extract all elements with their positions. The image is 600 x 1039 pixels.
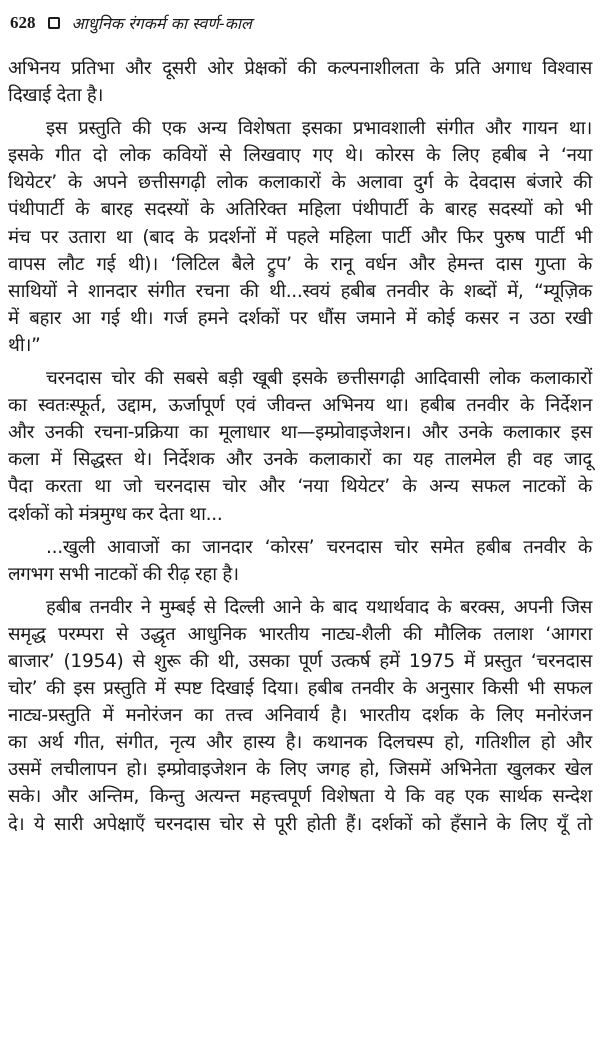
text-line: सके। और अन्तिम, किन्तु अत्यन्त महत्त्वपूर्ण विशेषता ये कि वह एक सार्थक सन्देश: [8, 786, 592, 808]
text-line: चरनदास चोर की सबसे बड़ी खूबी इसके छत्तीसगढ़ी आदिवासी लोक कलाकारों: [46, 368, 592, 390]
text-line: वापस लौट गई थी)। ‘लिटिल बैले ट्रुप’ के रानू वर्धन और हेमन्त दास गुप्ता के: [8, 253, 592, 275]
text-line: का अर्थ गीत, संगीत, नृत्य और हास्य है। कथानक दिलचस्प हो, गतिशील हो और: [8, 732, 592, 754]
text-line: इसके गीत दो लोक कवियों से लिखवाए गए थे। कोरस के लिए हबीब ने ‘नया: [8, 145, 592, 167]
text-line: थियेटर’ के अपने छत्तीसगढ़ी लोक कलाकारों के अलावा दुर्ग के देवदास बंजारे की: [8, 172, 592, 194]
page-header: [10, 12, 252, 34]
paragraph: [8, 534, 592, 588]
text-line: नाट्य-प्रस्तुति में मनोरंजन का तत्त्व अनिवार्य है। भारतीय दर्शक के लिए मनोरंजन: [8, 705, 592, 727]
page-number: 628: [10, 13, 36, 32]
text-line: लगभग सभी नाटकों की रीढ़ रहा है।: [8, 563, 239, 585]
text-line: बाजार’ (1954) से शुरू की थी, उसका पूर्ण उत्कर्ष हमें 1975 में प्रस्तुत ‘चरनदास: [8, 650, 592, 672]
text-line: कला में सिद्धस्त थे। निर्देशक और उनके कलाकारों का यह तालमेल ही वह जादू: [8, 449, 592, 471]
text-line: मंच पर उतारा था (बाद के प्रदर्शनों में पहले महिला पार्टी और फिर पुरुष पार्टी भी: [8, 226, 592, 248]
text-line: थी।”: [8, 334, 41, 356]
text-line: दिखाई देता है।: [8, 85, 104, 107]
text-line: का स्वतःस्फूर्त, उद्दाम, ऊर्जापूर्ण एवं जीवन्त अभिनय था। हबीब तनवीर के निर्देशन: [8, 395, 592, 417]
text-line: हबीब तनवीर ने मुम्बई से दिल्ली आने के बाद यथार्थवाद के बरक्स, अपनी जिस: [46, 596, 592, 618]
paragraph: [8, 594, 592, 838]
running-title: आधुनिक रंगकर्म का स्वर्ण-काल: [71, 14, 252, 33]
text-line: चोर’ की इस प्रस्तुति में स्पष्ट दिखाई दिया। हबीब तनवीर के अनुसार किसी भी सफल: [8, 678, 592, 700]
text-line: साथियों ने शानदार संगीत रचना की थी...स्वयं हबीब तनवीर के शब्दों में, “म्यूज़िक: [8, 280, 592, 302]
text-line: ...खुली आवाजों का जानदार ‘कोरस’ चरनदास चोर समेत हबीब तनवीर के: [46, 536, 592, 558]
body-text: [8, 55, 592, 844]
text-line: में बहार आ गई थी। गर्ज हमने दर्शकों पर धौंस जमाने में कोई कसर न उठा रखी: [8, 307, 592, 329]
text-line: समृद्ध परम्परा से उद्धृत आधुनिक भारतीय नाट्य-शैली की मौलिक तलाश ‘आगरा: [8, 623, 592, 645]
text-line: उसमें लचीलापन हो। इम्प्रोवाइजेशन के लिए जगह हो, जिसमें अभिनेता खुलकर खेल: [8, 759, 592, 781]
text-line: पैदा करता था जो चरनदास चोर और ‘नया थियेटर’ के अन्य सफल नाटकों के: [8, 476, 592, 498]
paragraph: [8, 115, 592, 359]
paragraph: [8, 55, 592, 109]
paragraph: [8, 365, 592, 528]
text-line: दे। ये सारी अपेक्षाएँ चरनदास चोर से पूरी होती हैं। दर्शकों को हँसाने के लिए यूँ तो: [8, 813, 592, 835]
text-line: दर्शकों को मंत्रमुग्ध कर देता था...: [8, 503, 223, 525]
text-line: इस प्रस्तुति की एक अन्य विशेषता इसका प्रभावशाली संगीत और गायन था।: [46, 118, 592, 140]
text-line: और उनकी रचना-प्रक्रिया का मूलाधार था—इम्प्रोवाइजेशन। और उनके कलाकार इस: [8, 422, 592, 444]
text-line: अभिनय प्रतिभा और दूसरी ओर प्रेक्षकों की कल्पनाशीलता के प्रति अगाध विश्वास: [8, 58, 592, 79]
text-line: पंथीपार्टी के बारह सदस्यों के अतिरिक्त महिला पंथीपार्टी के बारह सदस्यों को भी: [8, 199, 592, 221]
square-bullet-icon: [48, 17, 60, 29]
